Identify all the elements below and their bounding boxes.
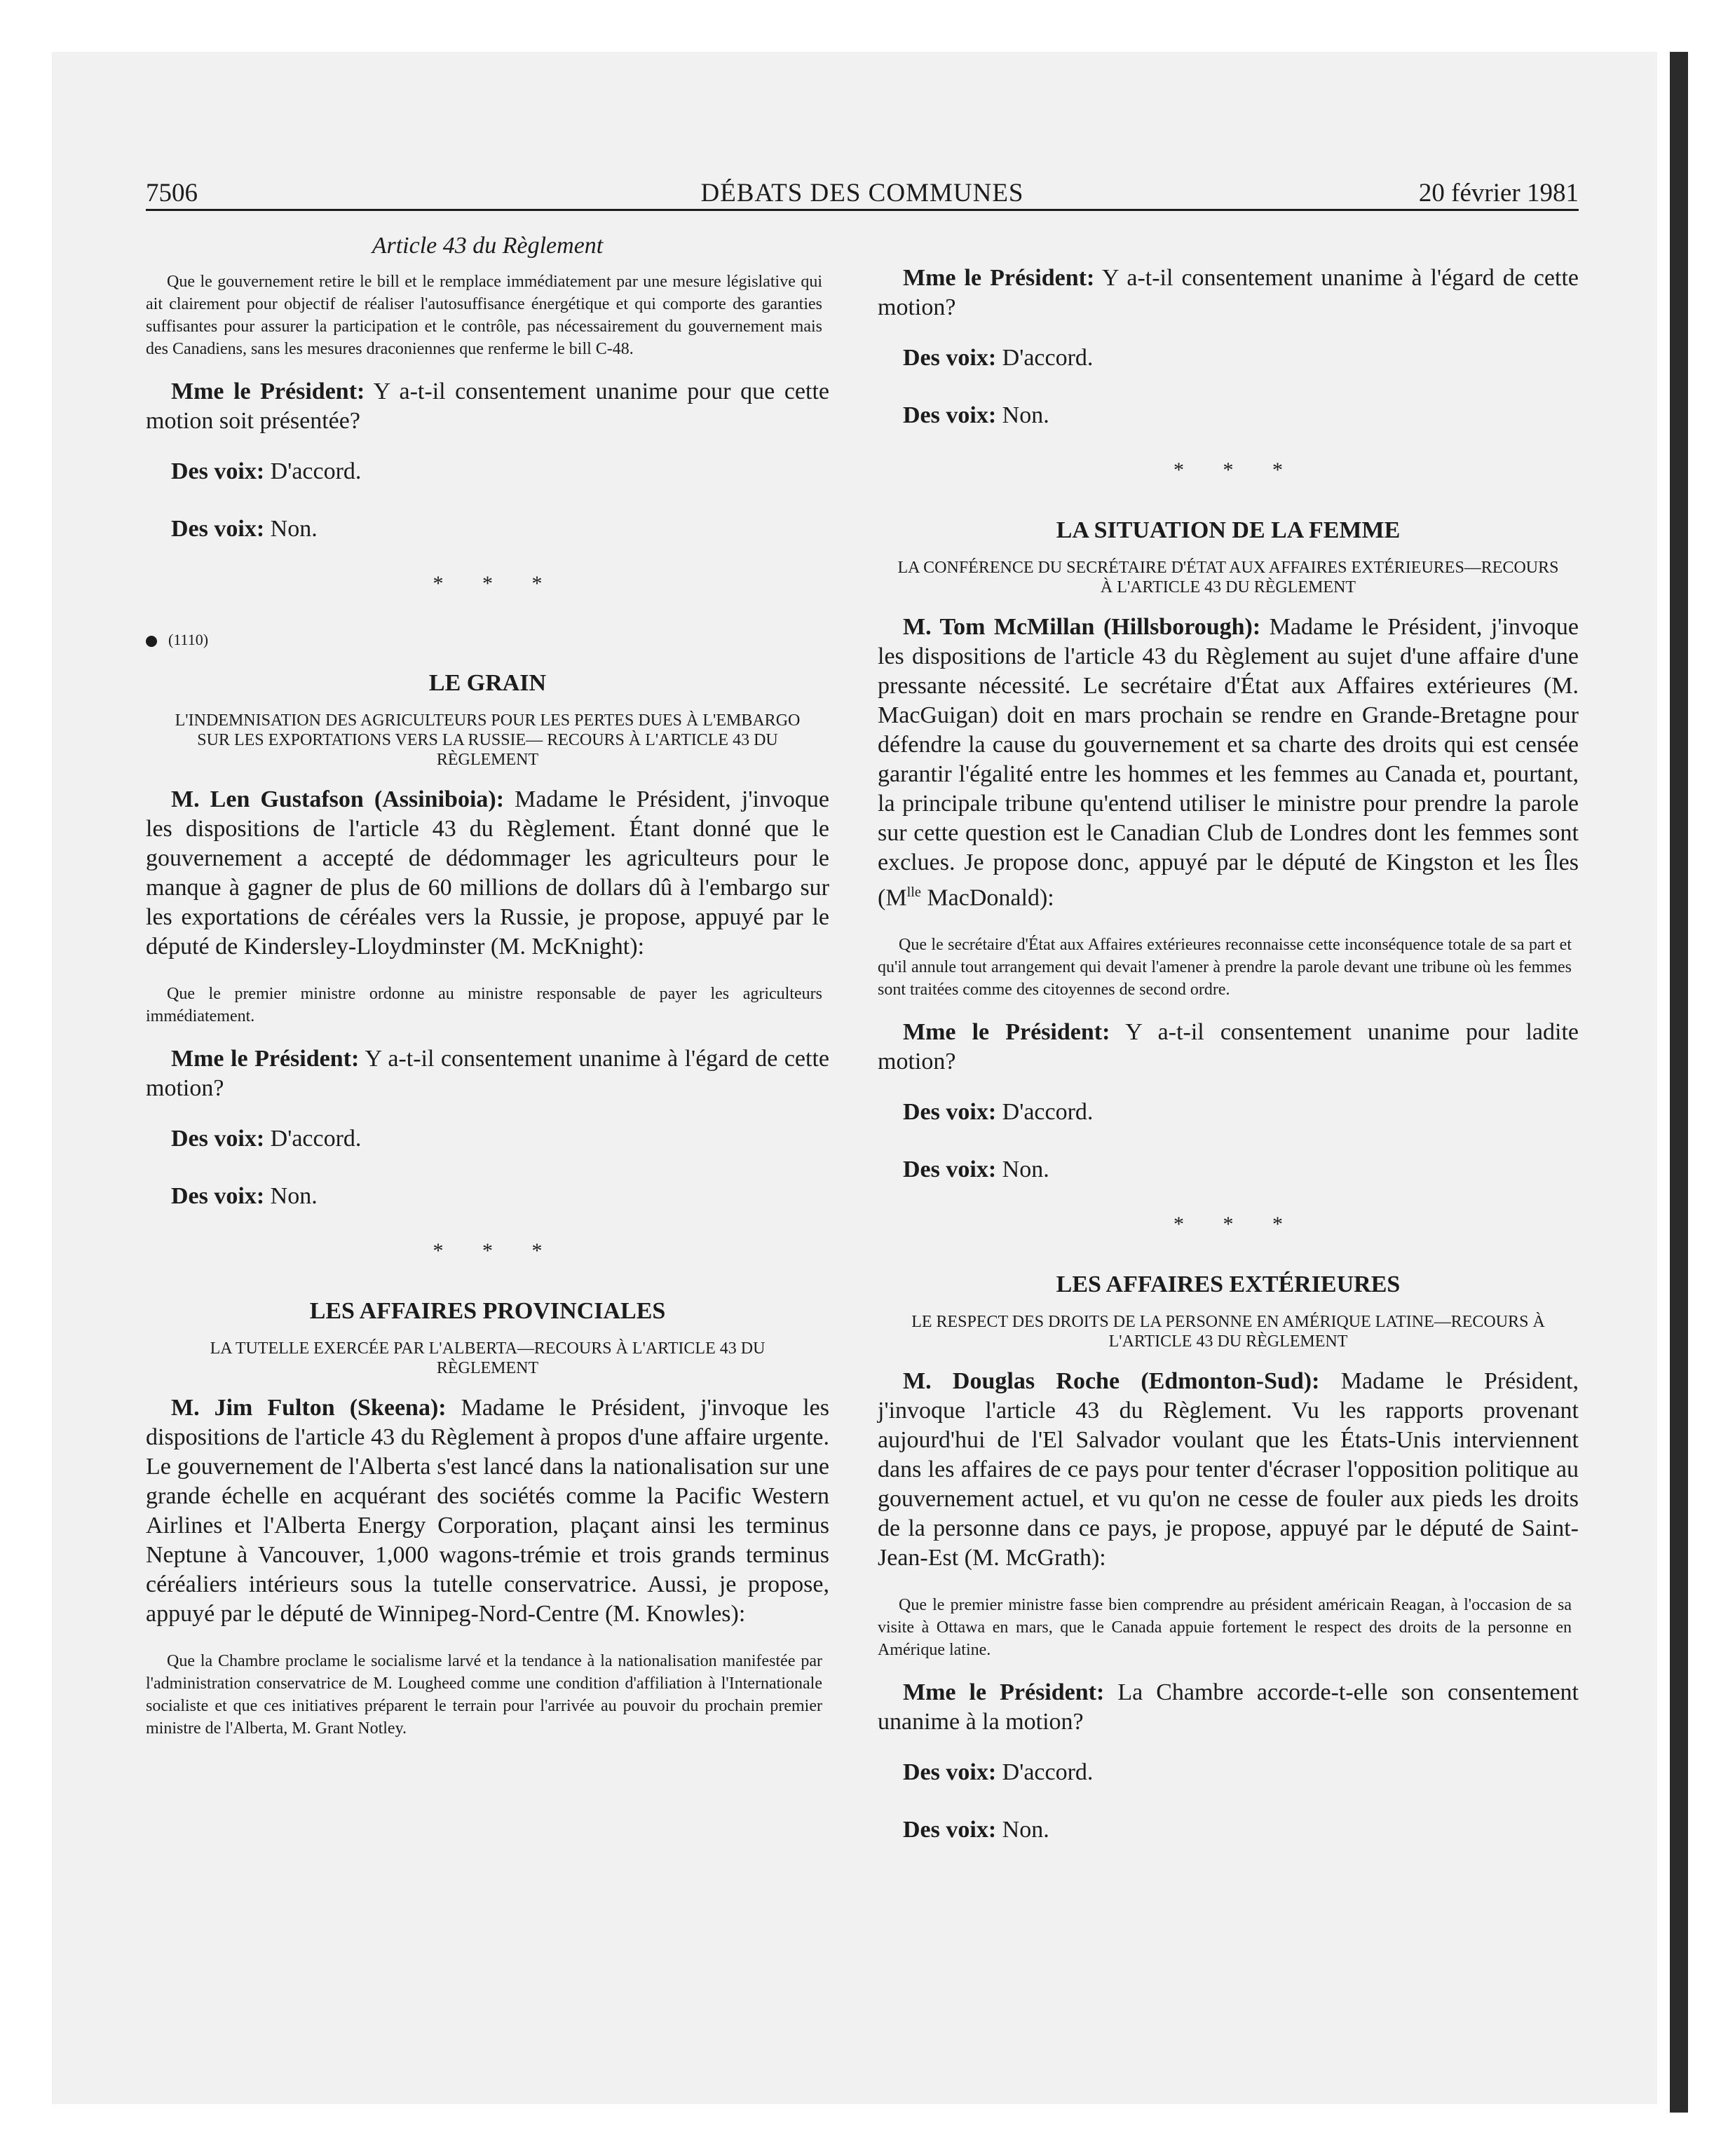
speech-text-tail: MacDonald): [920,885,1054,911]
speech-text: Y a-t-il consentement unanime pour que cette motion soit présentée? [146,378,829,434]
section-title: LES AFFAIRES PROVINCIALES [309,1298,666,1324]
speaker: M. Len Gustafson (Assiniboia): [171,786,505,812]
speech-text: Y a-t-il consentement unanime à l'égard de cette motion? [878,265,1579,320]
speech [878,1367,1579,1573]
speaker: Des voix: [171,1183,265,1209]
speaker: Des voix: [171,458,265,484]
speaker: Mme le Président: [171,378,365,404]
voice-response [878,343,1579,373]
left-column [146,233,829,1756]
speaker: Des voix: [903,1099,997,1126]
response-text: D'accord. [264,1126,362,1152]
response-text: Non. [996,1817,1049,1843]
voice-response [878,1098,1579,1127]
speech [878,1678,1579,1737]
section-divider: * * * [433,1239,559,1262]
voice-response [878,401,1579,430]
response-text: D'accord. [996,1099,1094,1126]
publication-title: DÉBATS DES COMMUNES [700,179,1024,207]
page-date: 20 février 1981 [1418,179,1579,207]
section-subtitle: LA TUTELLE EXERCÉE PAR L'ALBERTA—RECOURS À L'ARTICLE 43 DU RÈGLEMENT [210,1339,766,1377]
voice-response [878,1815,1579,1845]
page-number: 7506 [146,179,198,207]
voice-response [878,1758,1579,1787]
speech-text: Y a-t-il consentement unanime à l'égard de cette motion? [146,1046,829,1101]
section-divider: * * * [1173,1213,1300,1236]
motion-quote: Que le gouvernement retire le bill et le remplace immédiatement par une mesure législative qui ait clairement pour objectif de réaliser l'autosuffisance énergétique et qui comporte des garanties suffisantes pour assurer la participation et le contrôle, pas nécessairement du gouvernement mais des Canadiens, sans les mesures draconiennes que renferme le bill C-48. [146,273,822,358]
section-divider: * * * [1173,458,1300,482]
section-subtitle: L'INDEMNISATION DES AGRICULTEURS POUR LES PERTES DUES À L'EMBARGO SUR LES EXPORTATIONS VERS LA RUSSIE— RECOURS À L'ARTICLE 43 DU RÈGLEMENT [175,711,801,769]
voice-response [146,1182,829,1211]
section-divider: * * * [433,572,559,595]
article-heading: Article 43 du Règlement [372,233,604,259]
voice-response [146,514,829,544]
section-title: LE GRAIN [428,670,547,696]
motion-quote: Que le premier ministre ordonne au ministre responsable de payer les agriculteurs immédiatement. [146,985,822,1025]
motion-quote: Que le premier ministre fasse bien comprendre au président américain Reagan, à l'occasion de sa visite à Ottawa en mars, que le Canada appuie fortement le respect des droits de la personne en Amérique latine. [878,1596,1572,1660]
motion-quote: Que la Chambre proclame le socialisme larvé et la tendance à la nationalisation manifestée par l'administration conservatrice de M. Lougheed comme une condition d'affiliation à l'Internationale socialiste et que ces initiatives préparent le terrain pour l'arrivée au pouvoir du prochain premier ministre de l'Alberta, M. Grant Notley. [146,1652,822,1738]
speaker: Des voix: [171,1126,265,1152]
speaker: Mme le Président: [903,265,1095,291]
speech-text: La Chambre accorde-t-elle son consentement unanime à la motion? [878,1679,1579,1735]
speech [146,785,829,962]
speaker: Mme le Président: [903,1019,1110,1046]
voice-response [878,1155,1579,1185]
speaker: Des voix: [903,402,997,428]
right-column [878,233,1579,1873]
section-title: LES AFFAIRES EXTÉRIEURES [1056,1271,1401,1298]
page-header [146,178,1579,211]
speaker: M. Tom McMillan (Hillsborough): [903,614,1261,640]
voice-response [146,457,829,486]
speaker: Des voix: [171,516,265,542]
section-title: LA SITUATION DE LA FEMME [1056,517,1401,543]
speech [146,377,829,436]
voice-response [146,1124,829,1154]
superscript: lle [906,885,921,900]
response-text: Non. [264,516,318,542]
speech [878,613,1579,913]
speech-text: Madame le Président, j'invoque les dispositions de l'article 43 du Règlement à propos d'une affaire urgente. Le gouvernement de l'Alberta s'est lancé dans la nationalisation sur une grande échelle en acquérant des sociétés comme la Pacific Western Airlines et l'Alberta Energy Corporation, plaçant ainsi les terminus Neptune à Vancouver, 1,000 wagons-trémie et trois grands terminus céréaliers intérieurs sous la tutelle conservatrice. Aussi, je propose, appuyé par le député de Winnipeg-Nord-Centre (M. Knowles): [146,1395,829,1627]
response-text: D'accord. [996,345,1094,371]
motion-quote: Que le secrétaire d'État aux Affaires extérieures reconnaisse cette inconséquence totale de sa part et qu'il annule tout arrangement qui devait l'amener à prendre la parole devant une tribune où les femmes sont traitées comme des citoyennes de second ordre. [878,936,1572,999]
section-subtitle: LE RESPECT DES DROITS DE LA PERSONNE EN AMÉRIQUE LATINE—RECOURS À L'ARTICLE 43 DU RÈGLEMENT [911,1313,1545,1351]
speech [878,264,1579,322]
response-text: Non. [264,1183,318,1209]
speaker: Des voix: [903,345,997,371]
speaker: Des voix: [903,1157,997,1183]
response-text: Non. [996,1157,1049,1183]
speech [146,1044,829,1103]
response-text: D'accord. [264,458,362,484]
speech-text: Y a-t-il consentement unanime pour ladite motion? [878,1019,1579,1075]
speech-text: Madame le Président, j'invoque les dispositions de l'article 43 du Règlement au sujet d'une affaire d'une pressante nécessité. Le secrétaire d'État aux Affaires extérieures (M. MacGuigan) doit en mars prochain se rendre en Grande-Bretagne pour défendre la cause du gouvernement et sa charte des droits qui est censée garantir l'égalité entre les hommes et les femmes au Canada et, pourtant, la principale tribune qu'entend utiliser le ministre pour prendre la parole sur cette question est le Canadian Club de Londres dont les femmes sont exclues. Je propose donc, appuyé par le député de Kingston et les Îles (M [878,614,1579,911]
speech [878,1018,1579,1077]
response-text: D'accord. [996,1759,1094,1786]
speech-text: Madame le Président, j'invoque les dispositions de l'article 43 du Règlement. Étant donné que le gouvernement a accepté de dédommager les agriculteurs pour le manque à gagner de plus de 60 millions de dollars dû à l'embargo sur les exportations de céréales vers la Russie, je propose, appuyé par le député de Kindersley-Lloydminster (M. McKnight): [146,786,829,960]
speech [146,1393,829,1629]
time-marker [146,631,829,649]
speaker: M. Jim Fulton (Skeena): [171,1395,447,1421]
speaker: Des voix: [903,1817,997,1843]
speech-text: Madame le Président, j'invoque l'article 43 du Règlement. Vu les rapports provenant aujourd'hui de l'El Salvador voulant que les États-Unis interviennent dans les affaires de ce pays pour tenter d'écraser l'opposition politique au gouvernement actuel, et vu qu'on ne cesse de fouler aux pieds les droits de la personne dans ce pays, je propose, appuyé par le député de Saint-Jean-Est (M. McGrath): [878,1368,1579,1571]
speaker: Mme le Président: [171,1046,360,1072]
time-marker-text: (1110) [168,631,209,648]
speaker: Mme le Président: [903,1679,1105,1706]
binding-edge [1670,52,1688,2113]
response-text: Non. [996,402,1049,428]
section-subtitle: LA CONFÉRENCE DU SECRÉTAIRE D'ÉTAT AUX AFFAIRES EXTÉRIEURES—RECOURS À L'ARTICLE 43 DU RÈGLEMENT [897,559,1559,596]
bullet-icon [146,636,157,647]
speaker: Des voix: [903,1759,997,1786]
speaker: M. Douglas Roche (Edmonton-Sud): [903,1368,1320,1395]
